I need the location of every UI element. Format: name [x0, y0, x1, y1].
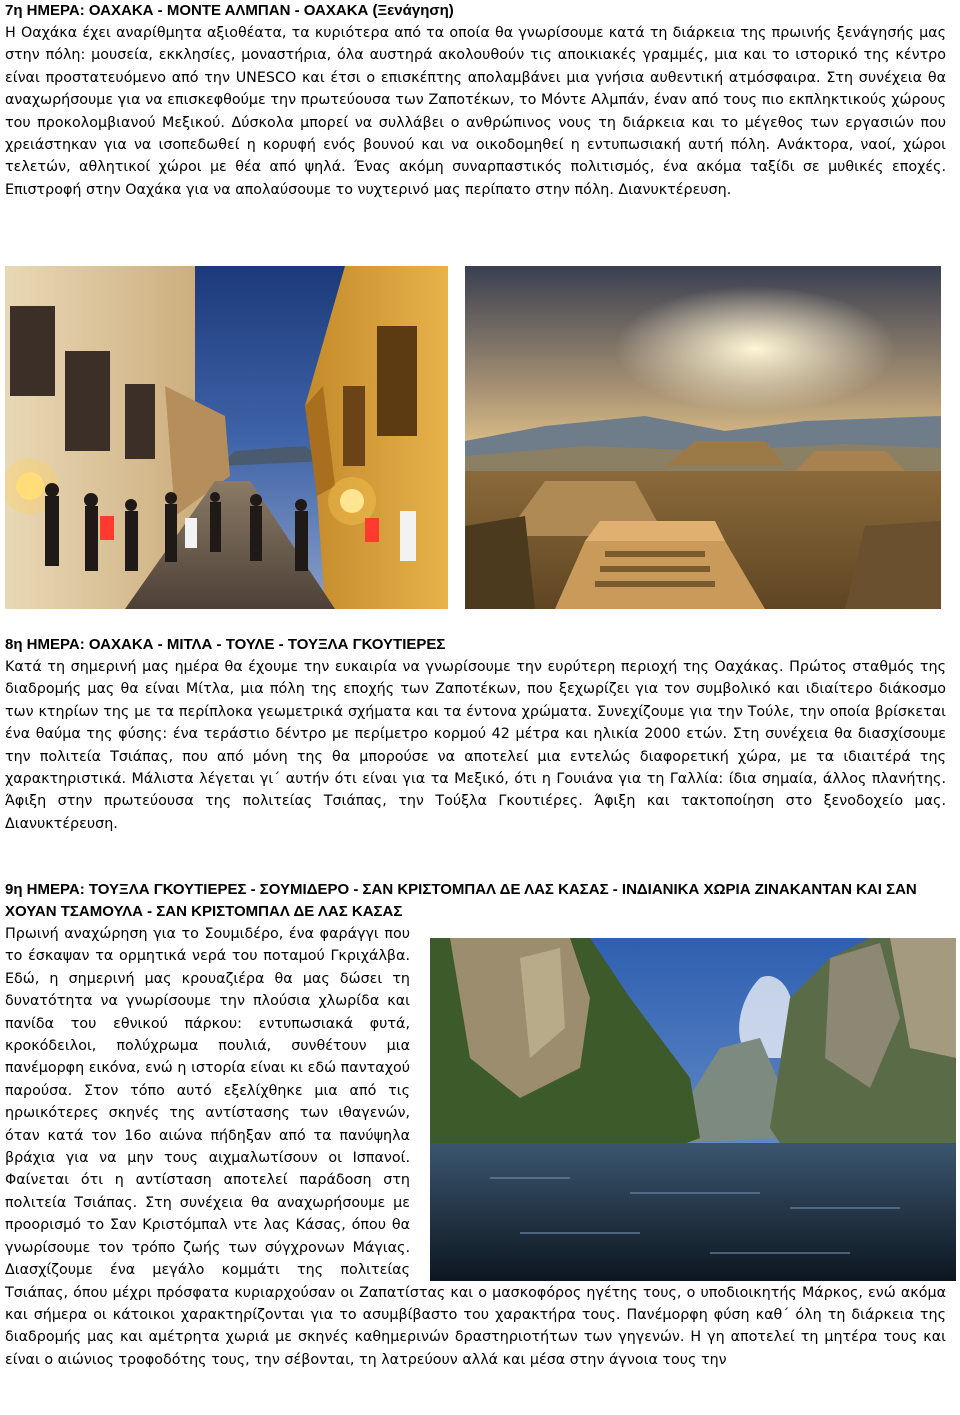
- monte-alban-photo: [465, 266, 941, 609]
- day7-heading: 7η ΗΜΕΡΑ: ΟΑΧΑΚΑ - ΜΟΝΤΕ ΑΛΜΠΑΝ - ΟΑΧΑΚΑ (Ξενάγηση): [5, 2, 454, 19]
- sumidero-canyon-photo: [430, 938, 956, 1281]
- oaxaca-street-photo: [5, 266, 448, 609]
- day7-paragraph: Η Οαχάκα έχει αναρίθμητα αξιοθέατα, τα κυριότερα από τα οποία θα γνωρίσουμε κατά τη διάρκεια της πρωινής ξενάγησής μας στην πόλη: μουσεία, εκκλησίες, μοναστήρια, όλα αυστηρά ακολουθούν τις αποικιακές γραμμές, μια και το ιστορικό της κέντρο είναι προστατευόμενο από την UNESCO και έτσι ο επισκέπτης απολαμβάνει μια γνήσια αυθεντική ατμόσφαιρα. Στη συνέχεια θα αναχωρήσουμε για να επισκεφθούμε την πρωτεύουσα των Ζαποτέκων, το Μόντε Αλμπάν, έναν από τους πιο εκπληκτικούς χώρους του προκολομβιανού Μεξικού. Δύσκολα μπορεί να συλλάβει ο ανθρώπινος νους τη διάρκεια και το μέγεθος των εργασιών που χρειάστηκαν για να ισοπεδωθεί η κορυφή ενός βουνού και να οικοδομηθεί η εντυπωσιακή αυτή πόλη. Ανάκτορα, ναοί, χώροι τελετών, αθλητικοί χώροι με θέα από ψηλά. Ένας ακόμη συναρπαστικός πολιτισμός, ένα ακόμα ταξίδι σε μυθικές εποχές. Επιστροφή στην Οαχάκα για να απολαύσουμε το νυχτερινό μας περίπατο στην πόλη. Διανυκτέρευση.: [5, 25, 946, 198]
- day8-section: [5, 634, 946, 835]
- day7-section: [5, 0, 946, 201]
- day9-paragraph: Πρωινή αναχώρηση για το Σουμιδέρο, ένα φαράγγι που το έσκαψαν τα ορμητικά νερά του ποταμού Γκριχάλβα. Εδώ, η σημερινή μας κρουαζιέρα θα μας δώσει τη δυνατότητα να γνωρίσουμε την πλούσια χλωρίδα και πανίδα του εθνικού πάρκου: εντυπωσιακά φυτά, κροκόδειλοι, πολύχρωμα πουλιά, συνθέτουν μια πανέμορφη εικόνα, ενώ η ιστορία είναι κι εδώ πανταχού παρούσα. Στον τόπο αυτό εξελίχθηκε μια από τις ηρωικότερες σκηνές της αντίστασης των ιθαγενών, όταν κατά τον 16ο αιώνα πήδηξαν από τα πανύψηλα βράχια για να μην τους αιχμαλωτίσουν οι Ισπανοί. Φαίνεται ότι η αντίσταση αποτελεί παράδοση στη πολιτεία Τσιάπας. Στη συνέχεια θα αναχωρήσουμε με προορισμό το Σαν Κριστόμπαλ ντε λας Κάσας, όπου θα γνωρίσουμε τον τρόπο ζωής των σύγχρονων Μάγιας. Διασχίζουμε ένα μεγάλο κομμάτι της πολιτείας Τσιάπας, όπου μέχρι πρόσφατα κυριαρχούσαν οι Ζαπατίστας και ο μασκοφόρος ηγέτης τους, ο υποδιοικητής Μάρκος, ενώ ακόμα και σήμερα οι κάτοικοι χαρακτηρίζονται για το ασυμβίβαστο του χαρακτήρα τους. Πανέμορφη φύση καθ΄ όλη τη διάρκεια της διαδρομής μας και αμέτρητα χωριά με σκηνές καθημερινών δραστηριοτήτων των γηγενών. Η γη αποτελεί τη μητέρα τους και είναι ο αιώνιος τροφοδότης τους, την σέβονται, τη λατρεύουν αλλά και μέσα στην άγνοια τους την: [5, 926, 946, 1368]
- day8-heading: 8η ΗΜΕΡΑ: ΟΑΧΑΚΑ - ΜΙΤΛΑ - ΤΟΥΛΕ - ΤΟΥΞΛΑ ΓΚΟΥΤΙΕΡΕΣ: [5, 636, 446, 653]
- day8-paragraph: Κατά τη σημερινή μας ημέρα θα έχουμε την ευκαιρία να γνωρίσουμε την ευρύτερη περιοχή της Οαχάκας. Πρώτος σταθμός της διαδρομής μας θα είναι Μίτλα, μια πόλη της εποχής των Ζαποτέκων, που ξεχωρίζει για τον συμβολικό και ιδιαίτερο διάκοσμο των κτηρίων της με τα περίπλοκα γεωμετρικά σχήματα και τα έντονα χρώματα. Συνεχίζουμε για την Τούλε, την οποία βρίσκεται ένα θαύμα της φύσης: ένα τεράστιο δέντρο με περίμετρο κορμού 42 μέτρα και ηλικία 2000 ετών. Στη συνέχεια θα διασχίσουμε την πολιτεία Τσιάπας, που από μόνη της θα μπορούσε να αποτελεί μια εντελώς διαφορετική χώρα, με τα ιδιαιτέρά της χαρακτηριστικά. Μάλιστα λέγεται γι΄ αυτήν ότι είναι για τα Μεξικό, ότι η Γουιάνα για τη Γαλλία: ίδια σημαία, άλλος πλανήτης. Άφιξη στην πρωτεύουσα της πολιτείας Τσιάπας, την Τούξλα Γκουτιέρες. Άφιξη και τακτοποίηση στο ξενοδοχείο μας. Διανυκτέρευση.: [5, 659, 946, 832]
- day9-heading: 9η ΗΜΕΡΑ: ΤΟΥΞΛΑ ΓΚΟΥΤΙΕΡΕΣ - ΣΟΥΜΙΔΕΡΟ - ΣΑΝ ΚΡΙΣΤΟΜΠΑΛ ΔΕ ΛΑΣ ΚΑΣΑΣ - ΙΝΔΙΑΝΙΚΑ ΧΩΡΙΑ ΖΙΝΑΚΑΝΤΑΝ ΚΑΙ ΣΑΝ ΧΟΥΑΝ ΤΣΑΜΟΥΛΑ - ΣΑΝ ΚΡΙΣΤΟΜΠΑΛ ΔΕ ΛΑΣ ΚΑΣΑΣ: [5, 881, 917, 920]
